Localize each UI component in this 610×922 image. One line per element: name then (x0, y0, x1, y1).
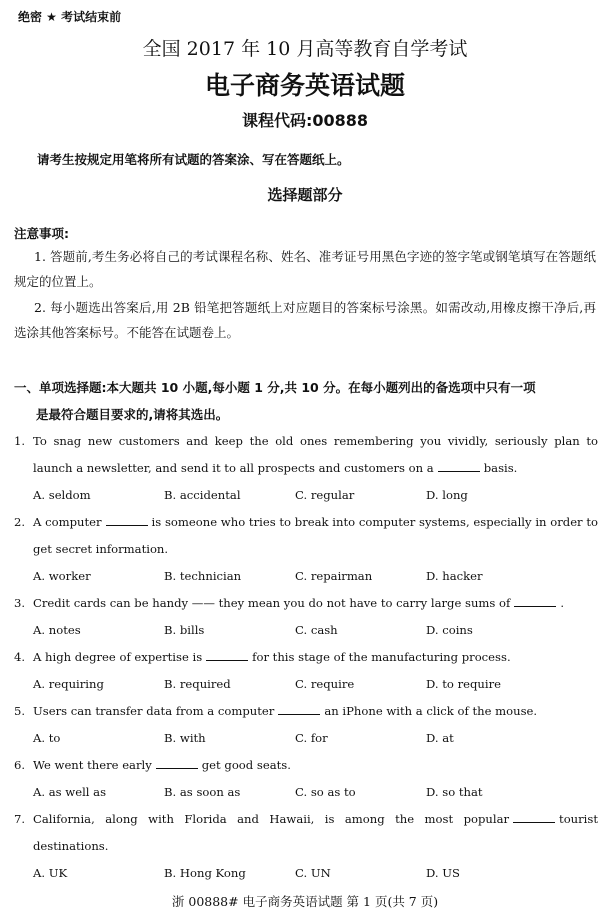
option-c: C. so as to (295, 785, 356, 799)
question-text: Credit cards can be handy —— they mean you do not have to carry large sums of . (33, 596, 565, 610)
question-number: 4. (14, 650, 26, 664)
option-row (14, 617, 598, 644)
option-c: C. cash (295, 623, 338, 637)
option-d: D. so that (426, 785, 483, 799)
question-number: 5. (14, 704, 26, 718)
option-a: A. worker (33, 569, 91, 583)
question-text: To snag new customers and keep the old ones remembering you vividly, seriously plan to launch a newsletter, and send it to all prospects and customers on a basis. (33, 434, 598, 475)
option-row (14, 563, 598, 590)
question-number: 6. (14, 758, 26, 772)
question-item (14, 806, 598, 887)
option-c: C. require (295, 677, 355, 691)
question-text: California, along with Florida and Hawaii, is among the most popular tourist destinations. (33, 812, 598, 853)
answer-blank (514, 594, 556, 607)
question-number: 2. (14, 515, 26, 529)
question-item (14, 644, 598, 698)
option-d: D. coins (426, 623, 473, 637)
question-text: We went there early get good seats. (33, 758, 291, 772)
option-c: C. regular (295, 488, 355, 502)
option-row (14, 779, 598, 806)
question-item (14, 509, 598, 590)
option-b: B. technician (164, 569, 242, 583)
option-b: B. accidental (164, 488, 241, 502)
answer-blank (278, 702, 320, 715)
notes-heading: 注意事项: (14, 226, 69, 241)
note-item-1: 1. 答题前,考生务必将自己的考试课程名称、姓名、准考证号用黑色字迹的签字笔或钢笔填写在答题纸规定的位置上。 (14, 249, 596, 289)
option-d: D. US (426, 866, 460, 880)
option-b: B. Hong Kong (164, 866, 246, 880)
course-code: 课程代码:00888 (241, 111, 369, 130)
option-c: C. for (295, 731, 328, 745)
answer-blank (156, 756, 198, 769)
page-footer: 浙 00888# 电子商务英语试题 第 1 页(共 7 页) (171, 894, 439, 909)
note-item-2: 2. 每小题选出答案后,用 2B 铅笔把答题纸上对应题目的答案标号涂黑。如需改动,用橡皮擦干净后,再选涂其他答案标号。不能答在试题卷上。 (14, 300, 596, 340)
option-a: A. notes (33, 623, 81, 637)
answer-blank (513, 810, 555, 823)
question-list (14, 428, 598, 887)
answer-blank (438, 459, 480, 472)
section-heading (14, 374, 600, 428)
option-b: B. with (164, 731, 206, 745)
answer-instruction: 请考生按规定用笔将所有试题的答案涂、写在答题纸上。 (37, 152, 350, 167)
option-b: B. bills (164, 623, 205, 637)
option-row (14, 482, 598, 509)
question-number: 7. (14, 812, 26, 826)
option-d: D. to require (426, 677, 501, 691)
question-number: 3. (14, 596, 26, 610)
part-title: 选择题部分 (267, 186, 343, 204)
section-heading-line1: 一、单项选择题:本大题共 10 小题,每小题 1 分,共 10 分。在每小题列出的备选项中只有一项 (14, 380, 536, 395)
option-a: A. to (33, 731, 61, 745)
option-c: C. UN (295, 866, 331, 880)
confidential-label: 绝密 ★ 考试结束前 (18, 10, 122, 24)
option-a: A. requiring (33, 677, 104, 691)
question-text: A computer is someone who tries to break into computer systems, especially in order to get secret information. (33, 515, 598, 556)
option-d: D. long (426, 488, 468, 502)
question-text: Users can transfer data from a computer an iPhone with a click of the mouse. (33, 704, 538, 718)
question-item (14, 590, 598, 644)
option-b: B. required (164, 677, 231, 691)
option-d: D. hacker (426, 569, 483, 583)
exam-session-line: 全国 2017 年 10 月高等教育自学考试 (142, 38, 468, 60)
question-item (14, 698, 598, 752)
option-row (14, 860, 598, 887)
option-row (14, 725, 598, 752)
option-row (14, 671, 598, 698)
answer-blank (106, 513, 148, 526)
page-title: 电子商务英语试题 (204, 71, 405, 100)
question-item (14, 752, 598, 806)
option-b: B. as soon as (164, 785, 241, 799)
question-item (14, 428, 598, 509)
answer-blank (206, 648, 248, 661)
section-heading-line2: 是最符合题目要求的,请将其选出。 (36, 407, 229, 422)
option-a: A. seldom (33, 488, 91, 502)
option-a: A. UK (33, 866, 68, 880)
question-number: 1. (14, 434, 26, 448)
question-text: A high degree of expertise is for this stage of the manufacturing process. (33, 650, 511, 664)
option-a: A. as well as (33, 785, 107, 799)
option-c: C. repairman (295, 569, 373, 583)
option-d: D. at (426, 731, 454, 745)
